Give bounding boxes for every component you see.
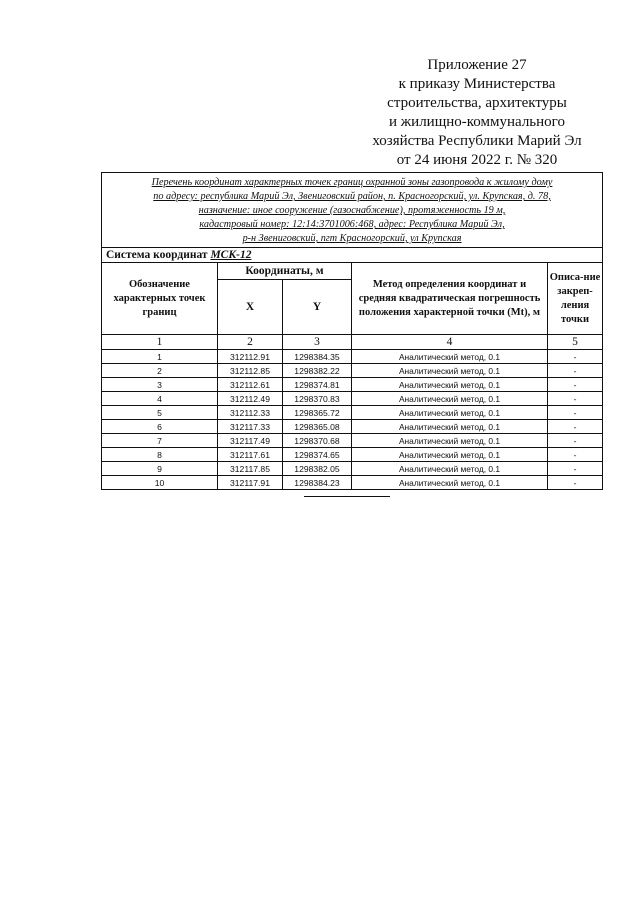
x-coordinate-cell: 312112.61	[218, 378, 283, 392]
description-cell: -	[548, 378, 603, 392]
y-coordinate-cell: 1298370.83	[283, 392, 352, 406]
y-coordinate-cell: 1298384.23	[283, 476, 352, 490]
header-line: хозяйства Республики Марий Эл	[372, 133, 582, 149]
method-cell: Аналитический метод, 0.1	[352, 476, 548, 490]
point-number-cell: 1	[102, 350, 218, 364]
point-number-cell: 9	[102, 462, 218, 476]
point-number-cell: 10	[102, 476, 218, 490]
column-number: 1	[102, 335, 218, 350]
description-cell: -	[548, 406, 603, 420]
y-coordinate-cell: 1298365.08	[283, 420, 352, 434]
description-cell: -	[548, 434, 603, 448]
header-x: X	[218, 280, 283, 335]
column-number: 2	[218, 335, 283, 350]
y-coordinate-cell: 1298384.35	[283, 350, 352, 364]
column-number: 4	[352, 335, 548, 350]
method-cell: Аналитический метод, 0.1	[352, 378, 548, 392]
x-coordinate-cell: 312117.49	[218, 434, 283, 448]
x-coordinate-cell: 312112.49	[218, 392, 283, 406]
table-row	[102, 476, 603, 490]
table-caption	[102, 173, 603, 248]
header-y: Y	[283, 280, 352, 335]
description-cell: -	[548, 392, 603, 406]
coordinates-table	[101, 172, 603, 490]
x-coordinate-cell: 312112.85	[218, 364, 283, 378]
y-coordinate-cell: 1298382.05	[283, 462, 352, 476]
appendix-header	[352, 56, 602, 170]
header-line: от 24 июня 2022 г. № 320	[396, 152, 558, 168]
table-row	[102, 364, 603, 378]
y-coordinate-cell: 1298382.22	[283, 364, 352, 378]
point-number-cell: 4	[102, 392, 218, 406]
table-row	[102, 406, 603, 420]
column-numbers-row	[102, 335, 603, 350]
coordinate-system-label: Система координат	[106, 249, 208, 261]
caption-line: р-н Звениговский, пгт Красногорский, ул Крупская	[242, 233, 462, 244]
header-description: Описа-ние закреп-ления точки	[548, 263, 603, 335]
table-row	[102, 448, 603, 462]
table-row	[102, 434, 603, 448]
y-coordinate-cell: 1298374.65	[283, 448, 352, 462]
caption-line: назначение: иное сооружение (газоснабжение), протяженность 19 м,	[198, 205, 506, 216]
header-line: строительства, архитектуры	[387, 95, 567, 111]
header-method: Метод определения координат и средняя квадратическая погрешность положения характерной точки (Mt), м	[352, 263, 548, 335]
caption-line: Перечень координат характерных точек границ охранной зоны газопровода к жилому дому	[151, 177, 553, 188]
method-cell: Аналитический метод, 0.1	[352, 420, 548, 434]
table-row	[102, 462, 603, 476]
point-number-cell: 8	[102, 448, 218, 462]
description-cell: -	[548, 420, 603, 434]
point-number-cell: 2	[102, 364, 218, 378]
column-number: 3	[283, 335, 352, 350]
header-point: Обозначение характерных точек границ	[102, 263, 218, 335]
y-coordinate-cell: 1298370.68	[283, 434, 352, 448]
point-number-cell: 5	[102, 406, 218, 420]
point-number-cell: 6	[102, 420, 218, 434]
closing-rule	[304, 496, 390, 497]
point-number-cell: 3	[102, 378, 218, 392]
header-line: к приказу Министерства	[398, 76, 556, 92]
table-row	[102, 378, 603, 392]
description-cell: -	[548, 364, 603, 378]
description-cell: -	[548, 462, 603, 476]
point-number-cell: 7	[102, 434, 218, 448]
method-cell: Аналитический метод, 0.1	[352, 462, 548, 476]
method-cell: Аналитический метод, 0.1	[352, 364, 548, 378]
description-cell: -	[548, 448, 603, 462]
x-coordinate-cell: 312117.33	[218, 420, 283, 434]
caption-line: кадастровый номер: 12:14:3701006:468, адрес: Республика Марий Эл,	[199, 219, 505, 230]
caption-line: по адресу: республика Марий Эл, Звениговский район, п. Красногорский, ул. Крупская, д. 78,	[153, 191, 551, 202]
table-row	[102, 350, 603, 364]
method-cell: Аналитический метод, 0.1	[352, 448, 548, 462]
header-line: и жилищно-коммунального	[389, 114, 565, 130]
method-cell: Аналитический метод, 0.1	[352, 392, 548, 406]
description-cell: -	[548, 350, 603, 364]
method-cell: Аналитический метод, 0.1	[352, 350, 548, 364]
table-row	[102, 420, 603, 434]
method-cell: Аналитический метод, 0.1	[352, 434, 548, 448]
x-coordinate-cell: 312112.91	[218, 350, 283, 364]
method-cell: Аналитический метод, 0.1	[352, 406, 548, 420]
coordinate-system-row	[102, 248, 603, 263]
column-number: 5	[548, 335, 603, 350]
coordinate-system-code: МСК-12	[210, 249, 252, 261]
x-coordinate-cell: 312117.91	[218, 476, 283, 490]
table-row	[102, 392, 603, 406]
x-coordinate-cell: 312117.61	[218, 448, 283, 462]
description-cell: -	[548, 476, 603, 490]
x-coordinate-cell: 312117.85	[218, 462, 283, 476]
y-coordinate-cell: 1298365.72	[283, 406, 352, 420]
coordinates-table-container	[101, 172, 602, 490]
header-coordinates: Координаты, м	[218, 263, 352, 280]
x-coordinate-cell: 312112.33	[218, 406, 283, 420]
y-coordinate-cell: 1298374.81	[283, 378, 352, 392]
header-line: Приложение 27	[427, 57, 527, 73]
